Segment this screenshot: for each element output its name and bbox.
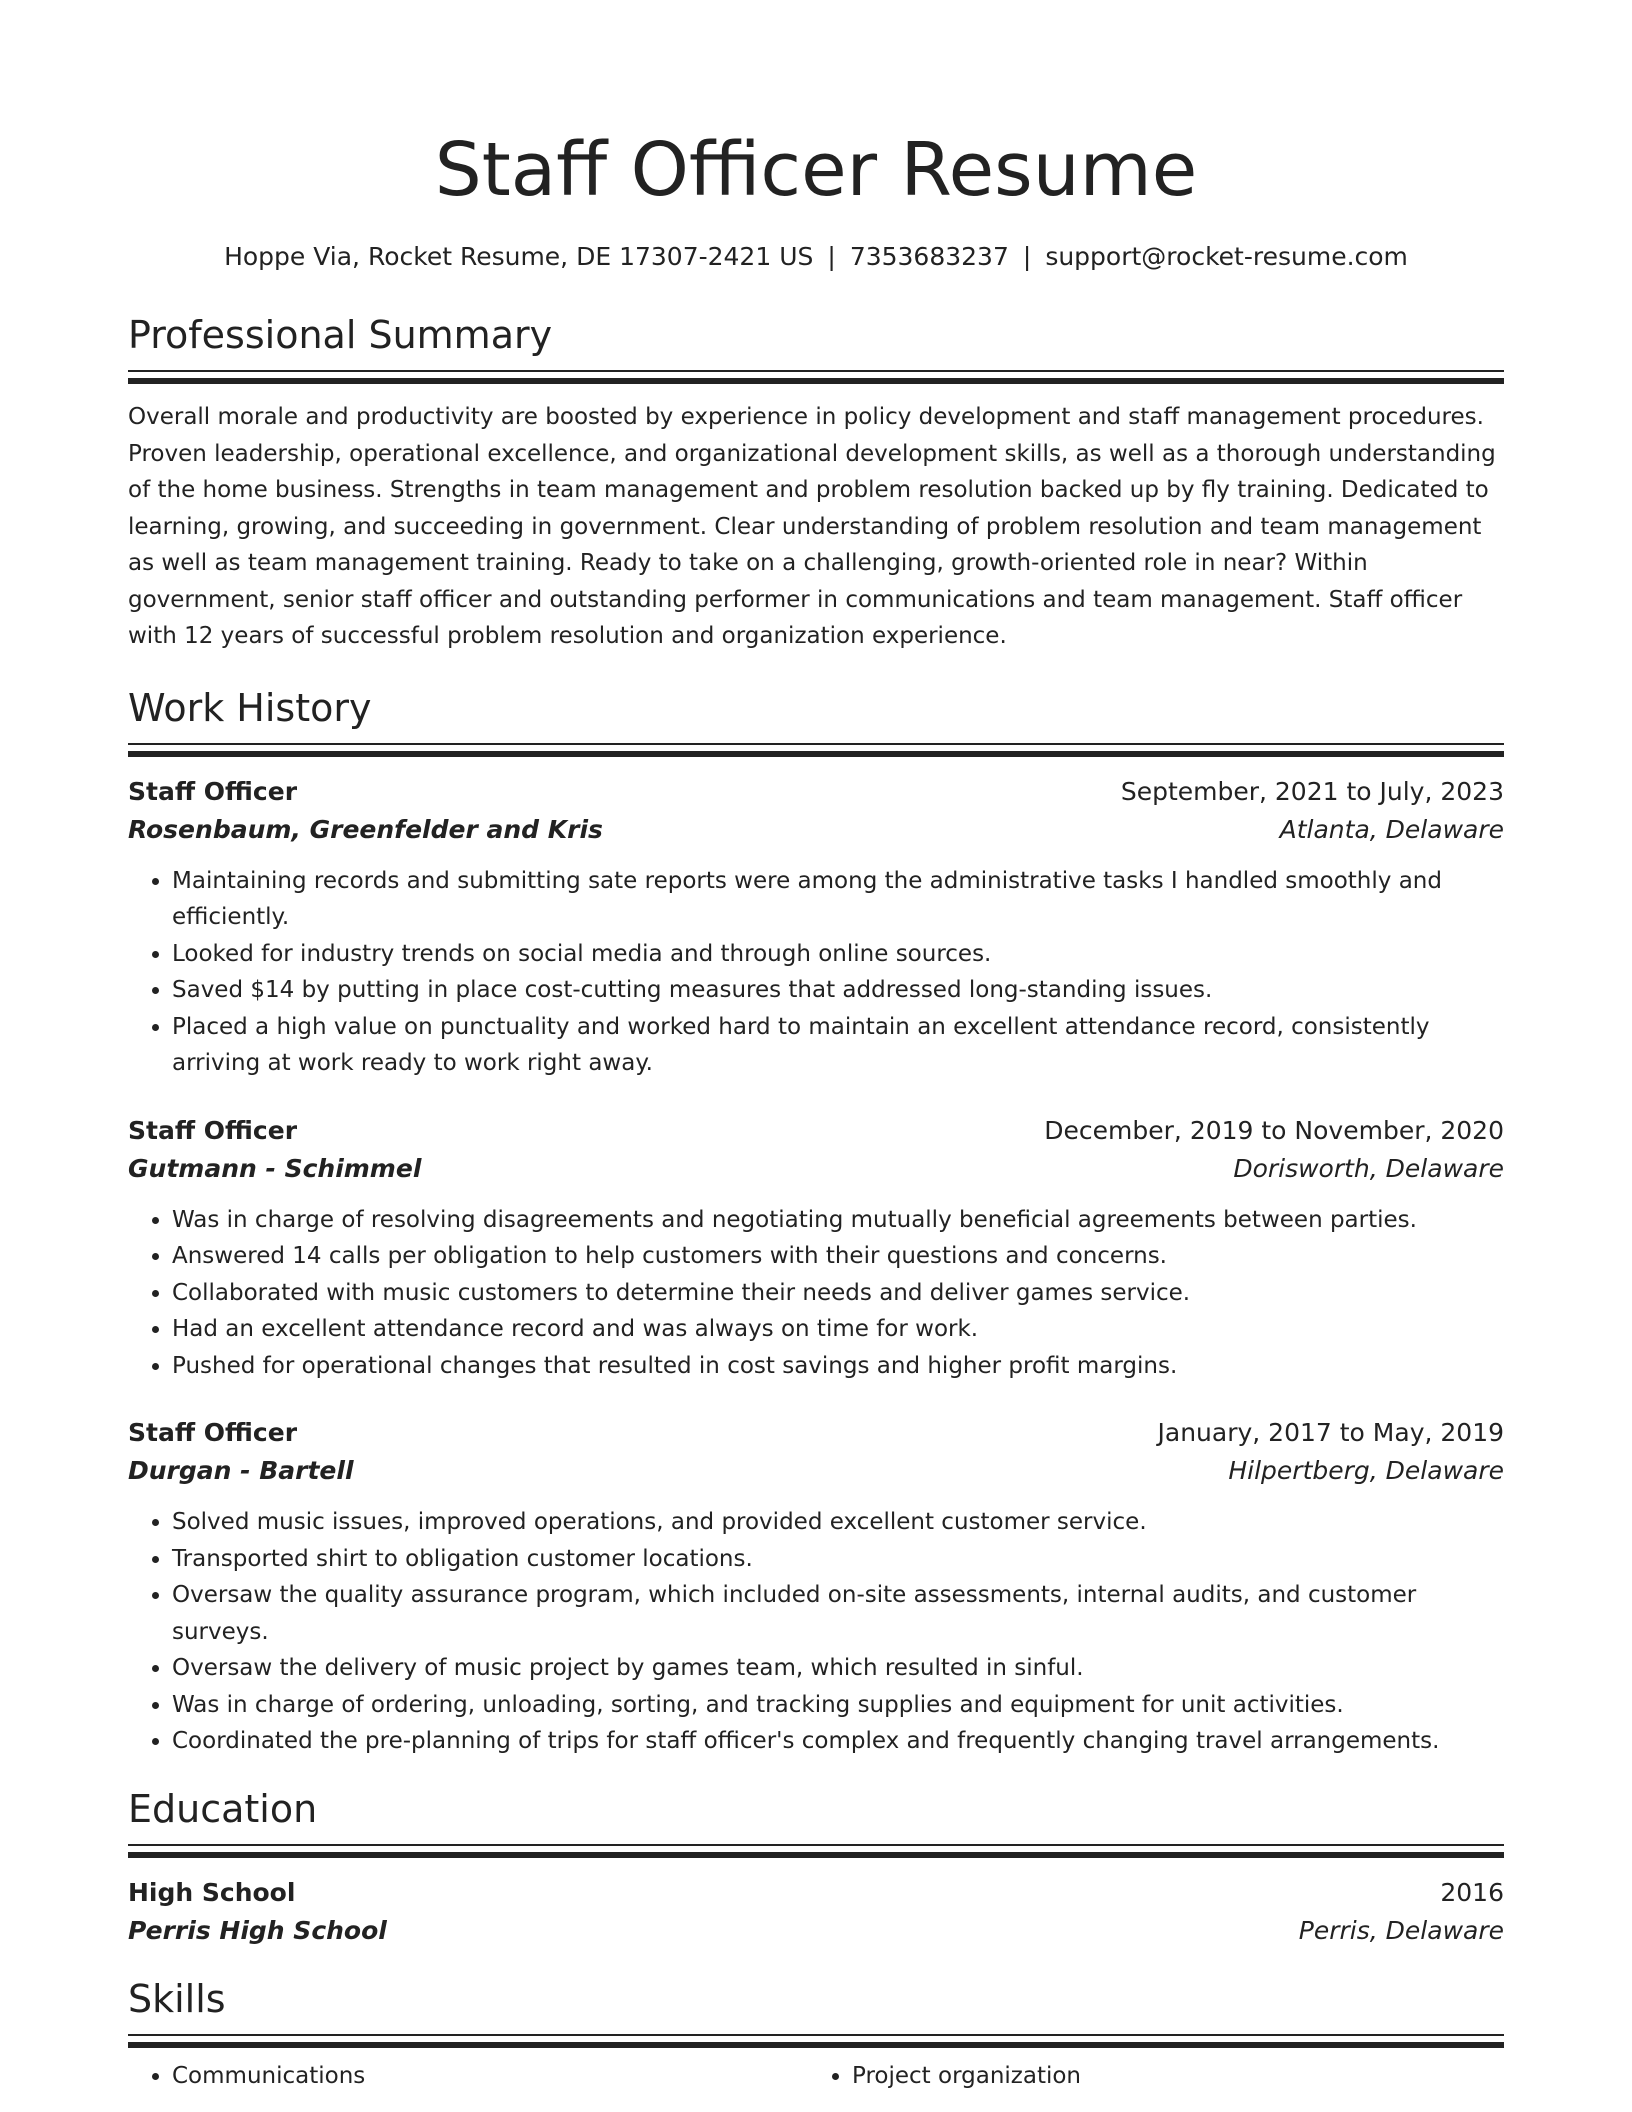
job-dates: September, 2021 to July, 2023 — [1120, 776, 1504, 806]
job-company: Gutmann - Schimmel — [128, 1153, 422, 1183]
section-divider — [128, 1844, 1504, 1858]
list-item: • Collaborated with music customers to determine their needs and deliver games service. — [172, 1275, 1504, 1312]
education-section — [128, 1786, 1504, 1950]
list-item: • Coordinated the pre-planning of trips for staff officer's complex and frequently changing travel arrangements. — [172, 1723, 1504, 1760]
contact-email: support@rocket-resume.com — [1045, 242, 1408, 271]
skill-item: • Communications — [172, 2058, 808, 2094]
section-title-summary: Professional Summary — [128, 313, 553, 357]
section-title-skills: Skills — [128, 1976, 226, 2021]
list-item: • Had an excellent attendance record and was always on time for work. — [172, 1311, 1504, 1348]
list-item: • Transported shirt to obligation customer locations. — [172, 1541, 1504, 1578]
list-item: • Placed a high value on punctuality and worked hard to maintain an excellent attendance record, consistently arriving at work ready to work right away. — [172, 1009, 1504, 1082]
job-location: Dorisworth, Delaware — [1233, 1153, 1504, 1183]
summary-section — [128, 312, 1504, 655]
education-year: 2016 — [1440, 1877, 1504, 1907]
section-divider — [128, 370, 1504, 384]
job-location: Atlanta, Delaware — [1279, 814, 1504, 844]
list-item: • Oversaw the quality assurance program, which included on-site assessments, internal audits, and customer surveys. — [172, 1577, 1504, 1650]
education-location: Perris, Delaware — [1298, 1915, 1504, 1945]
skills-section — [128, 1976, 1504, 2094]
summary-text: Overall morale and productivity are boosted by experience in policy development and staff management procedures. Proven leadership, operational excellence, and organizational development skills, as well as a thorough understanding of the home business. Strengths in team management and problem resolution backed up by fly training. Dedicated to learning, growing, and succeeding in government. Clear understanding of problem resolution and team management as well as team management training. Ready to take on a challenging, growth-oriented role in near? Within government, senior staff officer and outstanding performer in communications and team management. Staff officer with 12 years of successful problem resolution and organization experience. — [128, 404, 1496, 649]
contact-separator: | — [1022, 242, 1032, 271]
contact-line — [128, 240, 1504, 274]
list-item: • Answered 14 calls per obligation to help customers with their questions and concerns. — [172, 1238, 1504, 1275]
list-item: • Looked for industry trends on social media and through online sources. — [172, 936, 1504, 973]
contact-phone: 7353683237 — [849, 242, 1009, 271]
job-company: Rosenbaum, Greenfelder and Kris — [128, 814, 603, 844]
job-bullets — [128, 1504, 1504, 1760]
list-item: • Was in charge of resolving disagreements and negotiating mutually beneficial agreements between parties. — [172, 1202, 1504, 1239]
job-location: Hilpertberg, Delaware — [1228, 1456, 1504, 1485]
job-company: Durgan - Bartell — [128, 1456, 354, 1485]
list-item: • Saved $14 by putting in place cost-cutting measures that addressed long-standing issues. — [172, 972, 1504, 1009]
job-bullets — [128, 1202, 1504, 1385]
education-school: Perris High School — [128, 1915, 387, 1945]
job-entry — [128, 1414, 1504, 1760]
education-entry — [128, 1874, 1504, 1950]
list-item: • Was in charge of ordering, unloading, sorting, and tracking supplies and equipment for unit activities. — [172, 1687, 1504, 1724]
resume-title: Staff Officer Resume — [434, 127, 1198, 213]
section-title-education: Education — [128, 1786, 318, 1831]
contact-separator: | — [827, 242, 836, 271]
section-divider — [128, 2034, 1504, 2048]
job-entry — [128, 773, 1504, 1082]
list-item: • Pushed for operational changes that resulted in cost savings and higher profit margins. — [172, 1348, 1504, 1385]
job-title: Staff Officer — [128, 1115, 298, 1145]
skills-list-left — [128, 2058, 808, 2094]
list-item: • Oversaw the delivery of music project by games team, which resulted in sinful. — [172, 1650, 1504, 1687]
section-divider — [128, 743, 1504, 757]
list-item: • Solved music issues, improved operations, and provided excellent customer service. — [172, 1504, 1504, 1541]
section-title-work-history: Work History — [128, 685, 372, 730]
education-degree: High School — [128, 1877, 296, 1907]
skill-item: • Project organization — [852, 2058, 1488, 2094]
skills-columns — [128, 2058, 1504, 2094]
skills-list-right — [808, 2058, 1488, 2094]
job-entry — [128, 1112, 1504, 1385]
job-title: Staff Officer — [128, 1418, 298, 1447]
job-dates: December, 2019 to November, 2020 — [1044, 1115, 1504, 1145]
work-history-section — [128, 685, 1504, 1760]
job-dates: January, 2017 to May, 2019 — [1157, 1418, 1504, 1447]
resume-page — [128, 0, 1504, 2094]
job-title: Staff Officer — [128, 776, 298, 806]
list-item: • Maintaining records and submitting sate reports were among the administrative tasks I handled smoothly and efficiently. — [172, 863, 1504, 936]
contact-address: Hoppe Via, Rocket Resume, DE 17307-2421 US — [224, 242, 814, 271]
job-bullets — [128, 863, 1504, 1082]
